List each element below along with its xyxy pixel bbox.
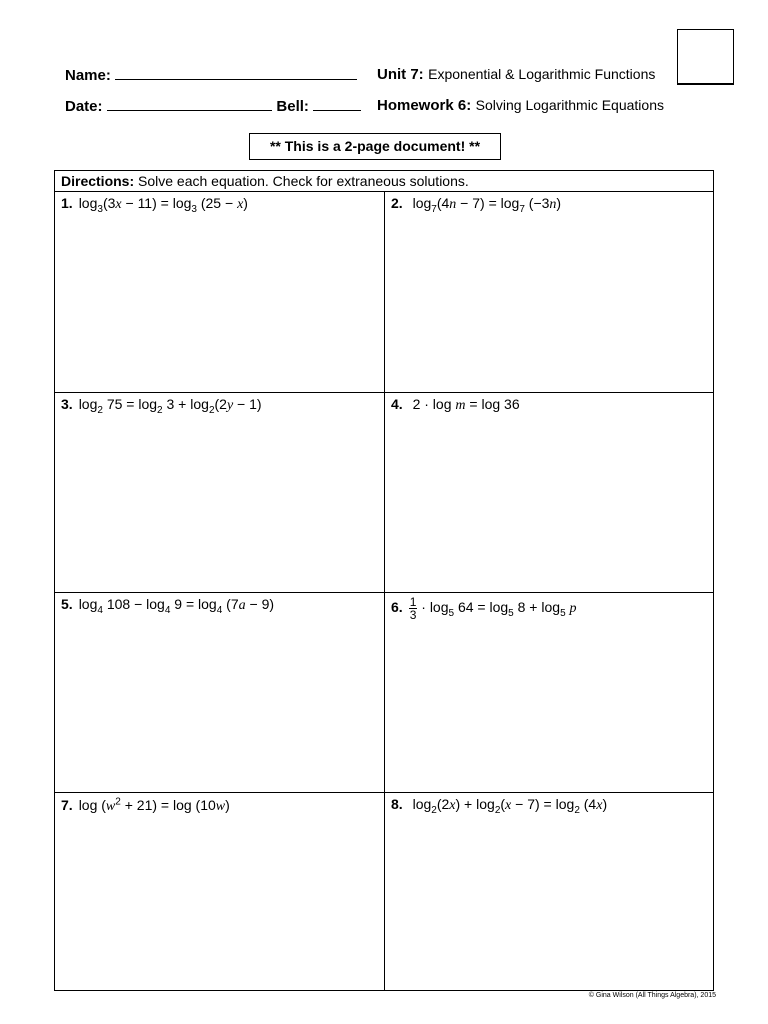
problem-3-cell[interactable] (55, 393, 384, 592)
problem-5-cell[interactable] (55, 593, 384, 792)
problem-8-cell[interactable] (385, 793, 713, 991)
problem-1-equation: $\log_3(3x - 11) = \log_3 (25 - x)$ (78, 195, 248, 215)
date-row (65, 97, 361, 116)
date-label: Date: (65, 98, 103, 115)
problem-2-number: 2. (391, 195, 403, 211)
name-label: Name: (65, 67, 111, 84)
bell-label: Bell: (276, 98, 309, 115)
score-box[interactable] (677, 29, 734, 85)
unit-title: Exponential & Logarithmic Functions (428, 66, 656, 82)
problem-5-number: 5. (61, 596, 73, 612)
problem-6-number: 6. (391, 599, 403, 616)
problem-1-number: 1. (61, 195, 73, 211)
problem-2-cell[interactable] (385, 192, 713, 392)
problem-4-number: 4. (391, 396, 403, 412)
name-blank[interactable] (115, 66, 357, 80)
problem-5-equation: $\log_4 108 - \log_4 9 = \log_4 (7a - 9)$ (78, 596, 275, 616)
problem-8-number: 8. (391, 796, 403, 812)
problem-7-cell[interactable] (55, 793, 384, 991)
directions-label: Directions: (61, 173, 135, 189)
date-blank[interactable] (107, 97, 272, 111)
problem-4-equation: 2 · log m = log 36 (412, 396, 520, 413)
problem-8-equation: $\log_2(2x) + \log_2(x - 7) = \log_2 (4x)$ (412, 796, 608, 816)
homework-heading (377, 97, 664, 115)
homework-label: Homework 6: (377, 97, 472, 114)
two-page-notice: ** This is a 2-page document! ** (249, 133, 501, 160)
problem-1-cell[interactable] (55, 192, 384, 392)
copyright-footer: © Gina Wilson (All Things Algebra), 2015 (588, 992, 716, 999)
unit-heading (377, 66, 655, 84)
problem-6-equation: $\frac{1}{3}$ · $\log_5 64 = \log_5 8 + \log_5 p$ (409, 595, 577, 622)
bell-blank[interactable] (313, 97, 361, 111)
problem-grid (54, 170, 714, 991)
problem-3-number: 3. (61, 396, 73, 412)
unit-label: Unit 7: (377, 66, 424, 83)
problem-7-equation: $\log (w^2 + 21) = \log (10w)$ (78, 796, 230, 814)
problem-2-equation: $\log_7(4n - 7) = \log_7 (-3n)$ (412, 195, 562, 215)
problem-6-cell[interactable] (385, 593, 713, 792)
problem-3-equation: $\log_2 75 = \log_2 3 + \log_2(2y - 1)$ (78, 396, 262, 416)
directions-row (55, 171, 713, 192)
homework-title: Solving Logarithmic Equations (475, 97, 664, 113)
name-row (65, 66, 357, 85)
directions-text: Solve each equation. Check for extraneous solutions. (138, 173, 469, 189)
one-third-fraction: $\frac{1}{3}$ (409, 595, 417, 622)
problem-7-number: 7. (61, 796, 73, 813)
score-box-underline (677, 83, 733, 84)
problem-4-cell[interactable] (385, 393, 713, 592)
